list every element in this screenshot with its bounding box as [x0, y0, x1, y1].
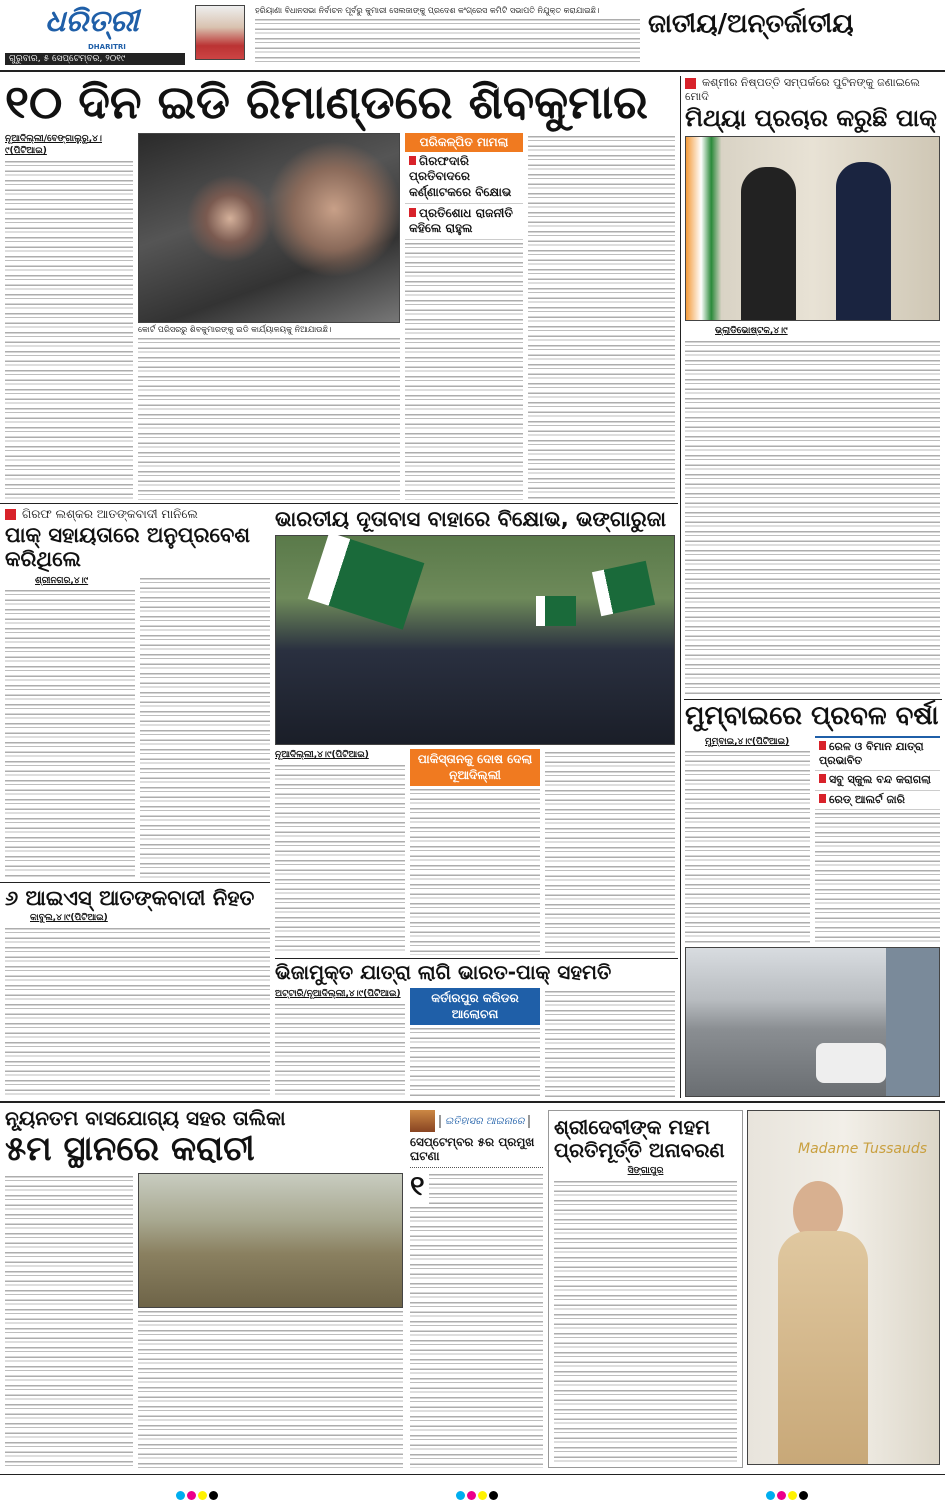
- modi-putin-photo: [685, 136, 940, 321]
- masthead-logo: ଧରିତ୍ରୀ: [45, 4, 139, 39]
- karachi-headline-2: ୫ମ ସ୍ଥାନରେ କରାଚୀ: [5, 1129, 255, 1169]
- lead-byline: ନୂଆଦିଲ୍ଲୀ/ବେଙ୍ଗାଲୁରୁ,୪।୯(ପିଟିଆଇ): [5, 133, 102, 157]
- print-registration-marks: [765, 1485, 809, 1504]
- visa-byline: ଅଟ୍ଟାରି/ନୂଆଦିଲ୍ଲୀ,୪।୯(ପିଟିଆଇ): [275, 989, 401, 999]
- lashkar-kicker: ଗିରଫ ଲଶ୍କର ଆତଙ୍କବାଦୀ ମାନିଲେ: [5, 507, 270, 523]
- embassy-headline: ଭାରତୀୟ ଦୂତାବାସ ବାହାରେ ବିକ୍ଷୋଭ, ଭଙ୍ଗାରୁଜା: [275, 507, 667, 531]
- lead-box-item: ପ୍ରତିଶୋଧ ରାଜନୀତି କହିଲେ ରାହୁଲ: [405, 204, 523, 240]
- masthead-date: ଗୁରୁବାର, ୫ ସେପ୍ଟେମ୍ବର, ୨୦୧୯: [5, 53, 185, 65]
- mumbai-rain-photo: [685, 947, 940, 1097]
- mumbai-bullet: ରେଡ୍ ଆଲର୍ଟ ଜାରି: [815, 791, 940, 810]
- mumbai-bullet: ସବୁ ସ୍କୁଲ ବନ୍ଦ କରାଗଲା: [815, 771, 940, 790]
- history-logo: ଇତିହାସର ଆଇନାରେ: [439, 1115, 530, 1128]
- embassy-box: ପାକିସ୍ତାନକୁ ଦୋଷ ଦେଲା ନୂଆଦିଲ୍ଲୀ: [410, 749, 540, 786]
- brief-text: ହରିୟାଣା ବିଧାନସଭା ନିର୍ବାଚନ ପୂର୍ବରୁ କୁମାରୀ ସେଲଜାଙ୍କୁ ପ୍ରଦେଶ କଂଗ୍ରେସ କମିଟି ସଭାପତି ନିଯୁକ୍ତ କରାଯାଇଛି।: [255, 6, 600, 15]
- isis-byline: କାବୁଲ,୪।୯(ପିଟିଆଇ): [30, 913, 108, 924]
- embassy-byline: ନୂଆଦିଲ୍ଲୀ,୪।୯(ପିଟିଆଇ): [275, 750, 369, 761]
- brief-photo: [195, 5, 245, 60]
- sridevi-article: [548, 1110, 743, 1468]
- sridevi-byline: ସିଙ୍ଗାପୁର: [627, 1166, 664, 1176]
- embassy-protest-photo: [275, 535, 675, 745]
- mumbai-headline: ମୁମ୍ବାଇରେ ପ୍ରବଳ ବର୍ଷା: [685, 701, 939, 731]
- mumbai-byline: ମୁମ୍ବାଇ,୪।୯(ପିଟିଆଇ): [705, 736, 790, 747]
- karachi-headline-1: ନ୍ୟୂନତମ ବାସଯୋଗ୍ୟ ସହର ତାଲିକା: [5, 1106, 286, 1130]
- modi-byline: ଭ୍ଲାଡିଭୋଷ୍ଟକ,୪।୯: [715, 326, 788, 337]
- lashkar-headline: ପାକ୍ ସହାୟତାରେ ଅନୁପ୍ରବେଶ କରିଥିଲେ: [5, 522, 250, 571]
- modi-headline: ମିଥ୍ୟା ପ୍ରଚାର କରୁଛି ପାକ୍: [685, 103, 938, 132]
- lead-box-item: ଗିରଫଦାରି ପ୍ରତିବାଦରେ କର୍ଣ୍ଣାଟକରେ ବିକ୍ଷୋଭ: [405, 152, 523, 204]
- sridevi-headline-1: ଶ୍ରୀଦେବୀଙ୍କ ମହମ: [554, 1115, 711, 1139]
- karachi-flood-photo: [138, 1173, 403, 1308]
- print-registration-marks: [175, 1485, 219, 1504]
- lead-headline: ୧୦ ଦିନ ଇଡି ରିମାଣ୍ଡରେ ଶିବକୁମାର: [5, 75, 648, 129]
- history-dropcap: ୧: [410, 1168, 425, 1202]
- lead-box-title: ପରିକଳ୍ପିତ ମାମଲା: [405, 133, 523, 152]
- sridevi-headline-2: ପ୍ରତିମୂର୍ତ୍ତି ଅନାବରଣ: [554, 1138, 725, 1162]
- section-title: ଜାତୀୟ/ଅନ୍ତର୍ଜାତୀୟ: [648, 9, 854, 39]
- lead-photo: [138, 133, 400, 323]
- modi-kicker: କଶ୍ମୀର ନିଷ୍ପତ୍ତି ସମ୍ପର୍କରେ ପୁଟିନଙ୍କୁ ଜଣାଇଲେ ମୋଦି: [685, 76, 940, 105]
- history-logo-icon: [410, 1110, 435, 1132]
- masthead-logo-en: DHARITRI: [88, 43, 126, 51]
- sridevi-statue-photo: [747, 1110, 940, 1465]
- visa-box: କର୍ତାରପୁର କରିଡର ଆଲୋଚନା: [410, 988, 540, 1025]
- print-registration-marks: [455, 1485, 499, 1504]
- lead-caption: କୋର୍ଟ ପରିସରରୁ ଶିବକୁମାରଙ୍କୁ ଇଡି କାର୍ଯ୍ୟାଳୟକୁ ନିଆଯାଉଛି।: [138, 324, 332, 334]
- lashkar-byline: ଶ୍ରୀନଗର,୪।୯: [35, 575, 89, 586]
- isis-headline: ୬ ଆଇଏସ୍ ଆତଙ୍କବାଦୀ ନିହତ: [5, 886, 255, 910]
- photo-sign: Madame Tussauds: [798, 1141, 928, 1157]
- mumbai-bullets: [815, 736, 940, 810]
- mumbai-bullet: ରେଳ ଓ ବିମାନ ଯାତ୍ରା ପ୍ରଭାବିତ: [815, 738, 940, 772]
- visa-headline: ଭିଜାମୁକ୍ତ ଯାତ୍ରା ଲାଗି ଭାରତ-ପାକ୍ ସହମତି: [275, 960, 612, 984]
- history-headline: ସେପ୍ଟେମ୍ବର ୫ର ପ୍ରମୁଖ ଘଟଣା: [410, 1136, 543, 1168]
